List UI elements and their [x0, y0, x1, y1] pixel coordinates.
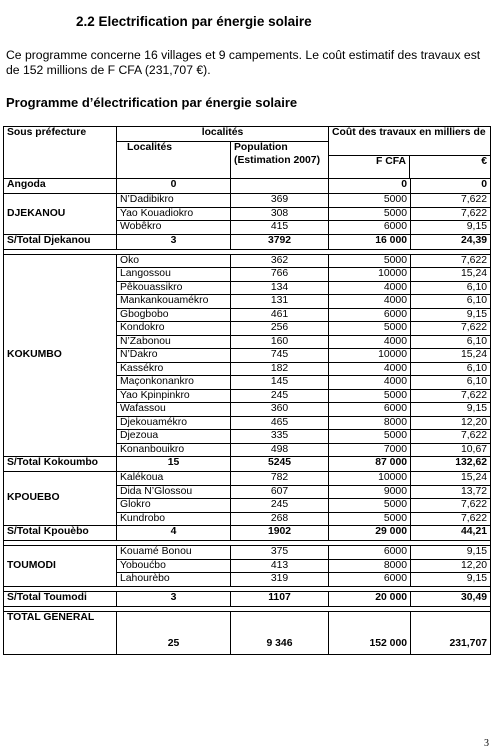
locality-euro: 9,15 — [411, 308, 491, 322]
subtotal-label: S/Total Toumodi — [4, 591, 117, 606]
locality-population: 256 — [231, 322, 329, 336]
locality-name: Dida N’Glossou — [117, 485, 231, 499]
total-euro-blank — [411, 611, 491, 638]
header-population: Population (Estimation 2007) — [231, 142, 329, 179]
subtotal-population: 1902 — [231, 526, 329, 541]
locality-euro: 7,622 — [411, 194, 491, 208]
subtotal-fcfa: 20 000 — [329, 591, 411, 606]
locality-name: Yoboućbo — [117, 559, 231, 573]
locality-fcfa: 4000 — [329, 281, 411, 295]
locality-population: 134 — [231, 281, 329, 295]
locality-name: N’Zabonou — [117, 335, 231, 349]
subtotal-count: 3 — [117, 234, 231, 249]
locality-euro: 7,622 — [411, 389, 491, 403]
locality-fcfa: 10000 — [329, 472, 411, 486]
locality-population: 360 — [231, 403, 329, 417]
locality-population: 335 — [231, 430, 329, 444]
locality-population: 461 — [231, 308, 329, 322]
header-sous-prefecture: Sous préfecture — [4, 127, 117, 179]
locality-population: 245 — [231, 389, 329, 403]
locality-euro: 6,10 — [411, 376, 491, 390]
sous-prefecture-kokumbo: KOKUMBO — [4, 254, 117, 457]
intro-paragraph: Ce programme concerne 16 villages et 9 campements. Le coût estimatif des travaux est de 152 millions de F CFA (231,707 €). — [6, 48, 481, 77]
subtotal-euro: 132,62 — [411, 457, 491, 472]
locality-name: N’Dakro — [117, 349, 231, 363]
locality-name: Maçonkonankro — [117, 376, 231, 390]
header-euro: € — [481, 156, 488, 167]
program-title: Programme d’électrification par énergie solaire — [6, 95, 298, 110]
locality-name: Glokro — [117, 499, 231, 513]
locality-fcfa: 5000 — [329, 322, 411, 336]
page-number: 3 — [484, 738, 489, 749]
locality-fcfa: 10000 — [329, 268, 411, 282]
locality-fcfa: 8000 — [329, 416, 411, 430]
locality-population: 362 — [231, 254, 329, 268]
locality-population: 745 — [231, 349, 329, 363]
subtotal-count: 4 — [117, 526, 231, 541]
total-row — [4, 611, 491, 638]
locality-euro: 7,622 — [411, 207, 491, 221]
locality-name: Oko — [117, 254, 231, 268]
header-cout-cell — [329, 127, 491, 179]
locality-name: Kundrobo — [117, 512, 231, 526]
angoda-population — [231, 179, 329, 194]
locality-population: 131 — [231, 295, 329, 309]
electrification-table — [3, 126, 491, 655]
locality-population: 160 — [231, 335, 329, 349]
locality-fcfa: 5000 — [329, 499, 411, 513]
locality-name: Mankankouamékro — [117, 295, 231, 309]
locality-row — [4, 472, 491, 486]
locality-row — [4, 194, 491, 208]
locality-name: Yao Kouadiokro — [117, 207, 231, 221]
total-pop-blank — [231, 611, 329, 638]
locality-population: 268 — [231, 512, 329, 526]
locality-fcfa: 6000 — [329, 403, 411, 417]
locality-name: N’Dadibikro — [117, 194, 231, 208]
locality-euro: 7,622 — [411, 499, 491, 513]
locality-name: Kalékoua — [117, 472, 231, 486]
locality-fcfa: 4000 — [329, 335, 411, 349]
locality-euro: 15,24 — [411, 349, 491, 363]
sous-prefecture-kpouebo: KPOUEBO — [4, 472, 117, 526]
locality-population: 607 — [231, 485, 329, 499]
sous-prefecture-djekanou: DJEKANOU — [4, 194, 117, 235]
header-localites: Localités — [117, 142, 231, 179]
subtotal-euro: 30,49 — [411, 591, 491, 606]
locality-fcfa: 4000 — [329, 295, 411, 309]
locality-population: 498 — [231, 443, 329, 457]
locality-euro: 7,622 — [411, 322, 491, 336]
locality-euro: 13,72 — [411, 485, 491, 499]
locality-fcfa: 4000 — [329, 362, 411, 376]
locality-euro: 9,15 — [411, 221, 491, 235]
total-euro: 231,707 — [411, 638, 491, 655]
locality-fcfa: 5000 — [329, 207, 411, 221]
locality-population: 375 — [231, 546, 329, 560]
locality-name: Djekouamékro — [117, 416, 231, 430]
subtotal-row — [4, 591, 491, 606]
locality-fcfa: 6000 — [329, 546, 411, 560]
locality-fcfa: 6000 — [329, 221, 411, 235]
locality-name: Wobêkro — [117, 221, 231, 235]
subtotal-count: 3 — [117, 591, 231, 606]
locality-population: 245 — [231, 499, 329, 513]
locality-name: Gbogbobo — [117, 308, 231, 322]
total-count-blank — [117, 611, 231, 638]
subtotal-population: 3792 — [231, 234, 329, 249]
subtotal-fcfa: 16 000 — [329, 234, 411, 249]
locality-fcfa: 5000 — [329, 254, 411, 268]
locality-euro: 15,24 — [411, 472, 491, 486]
header-cout: Coût des travaux en milliers de — [332, 127, 486, 138]
subtotal-population: 5245 — [231, 457, 329, 472]
subtotal-fcfa: 87 000 — [329, 457, 411, 472]
angoda-row — [4, 179, 491, 194]
locality-fcfa: 4000 — [329, 376, 411, 390]
locality-euro: 6,10 — [411, 281, 491, 295]
subtotal-row — [4, 234, 491, 249]
locality-name: Kondokro — [117, 322, 231, 336]
subtotal-fcfa: 29 000 — [329, 526, 411, 541]
locality-euro: 7,622 — [411, 430, 491, 444]
angoda-euro: 0 — [411, 179, 491, 194]
sous-prefecture-toumodi: TOUMODI — [4, 546, 117, 587]
locality-euro: 9,15 — [411, 573, 491, 587]
angoda-fcfa: 0 — [329, 179, 411, 194]
locality-name: Lahourèbo — [117, 573, 231, 587]
locality-fcfa: 5000 — [329, 430, 411, 444]
locality-name: Kassékro — [117, 362, 231, 376]
locality-name: Djezoua — [117, 430, 231, 444]
subtotal-count: 15 — [117, 457, 231, 472]
locality-euro: 9,15 — [411, 546, 491, 560]
locality-population: 413 — [231, 559, 329, 573]
locality-fcfa: 5000 — [329, 194, 411, 208]
locality-fcfa: 5000 — [329, 389, 411, 403]
locality-fcfa: 5000 — [329, 512, 411, 526]
subtotal-row — [4, 457, 491, 472]
locality-fcfa: 7000 — [329, 443, 411, 457]
subtotal-euro: 24,39 — [411, 234, 491, 249]
locality-fcfa: 10000 — [329, 349, 411, 363]
locality-population: 145 — [231, 376, 329, 390]
header-currency-row — [329, 155, 490, 178]
locality-name: Wafassou — [117, 403, 231, 417]
locality-population: 415 — [231, 221, 329, 235]
subtotal-row — [4, 526, 491, 541]
locality-euro: 6,10 — [411, 362, 491, 376]
locality-fcfa: 8000 — [329, 559, 411, 573]
subtotal-label: S/Total Djekanou — [4, 234, 117, 249]
locality-population: 319 — [231, 573, 329, 587]
section-title: 2.2 Electrification par énergie solaire — [76, 14, 312, 29]
subtotal-euro: 44,21 — [411, 526, 491, 541]
total-count: 25 — [117, 638, 231, 655]
locality-euro: 7,622 — [411, 512, 491, 526]
header-localites-group: localités — [117, 127, 329, 142]
locality-population: 308 — [231, 207, 329, 221]
total-label: TOTAL GENERAL — [4, 611, 117, 654]
total-fcfa: 152 000 — [329, 638, 411, 655]
locality-population: 465 — [231, 416, 329, 430]
locality-name: Yao Kpinpinkro — [117, 389, 231, 403]
locality-fcfa: 9000 — [329, 485, 411, 499]
total-population: 9 346 — [231, 638, 329, 655]
locality-fcfa: 6000 — [329, 308, 411, 322]
locality-name: Pêkouassikro — [117, 281, 231, 295]
subtotal-label: S/Total Kpouèbo — [4, 526, 117, 541]
subtotal-label: S/Total Kokoumbo — [4, 457, 117, 472]
locality-population: 766 — [231, 268, 329, 282]
locality-population: 369 — [231, 194, 329, 208]
locality-name: Langossou — [117, 268, 231, 282]
locality-euro: 7,622 — [411, 254, 491, 268]
locality-row — [4, 254, 491, 268]
locality-row — [4, 546, 491, 560]
angoda-label: Angoda — [4, 179, 117, 194]
locality-name: Konanbouikro — [117, 443, 231, 457]
total-fcfa-blank — [329, 611, 411, 638]
locality-population: 782 — [231, 472, 329, 486]
locality-euro: 12,20 — [411, 416, 491, 430]
locality-euro: 15,24 — [411, 268, 491, 282]
locality-euro: 12,20 — [411, 559, 491, 573]
locality-euro: 9,15 — [411, 403, 491, 417]
locality-euro: 6,10 — [411, 335, 491, 349]
angoda-count: 0 — [117, 179, 231, 194]
locality-population: 182 — [231, 362, 329, 376]
locality-euro: 6,10 — [411, 295, 491, 309]
locality-fcfa: 6000 — [329, 573, 411, 587]
subtotal-population: 1107 — [231, 591, 329, 606]
locality-name: Kouamé Bonou — [117, 546, 231, 560]
locality-euro: 10,67 — [411, 443, 491, 457]
header-fcfa: F CFA — [329, 156, 410, 178]
